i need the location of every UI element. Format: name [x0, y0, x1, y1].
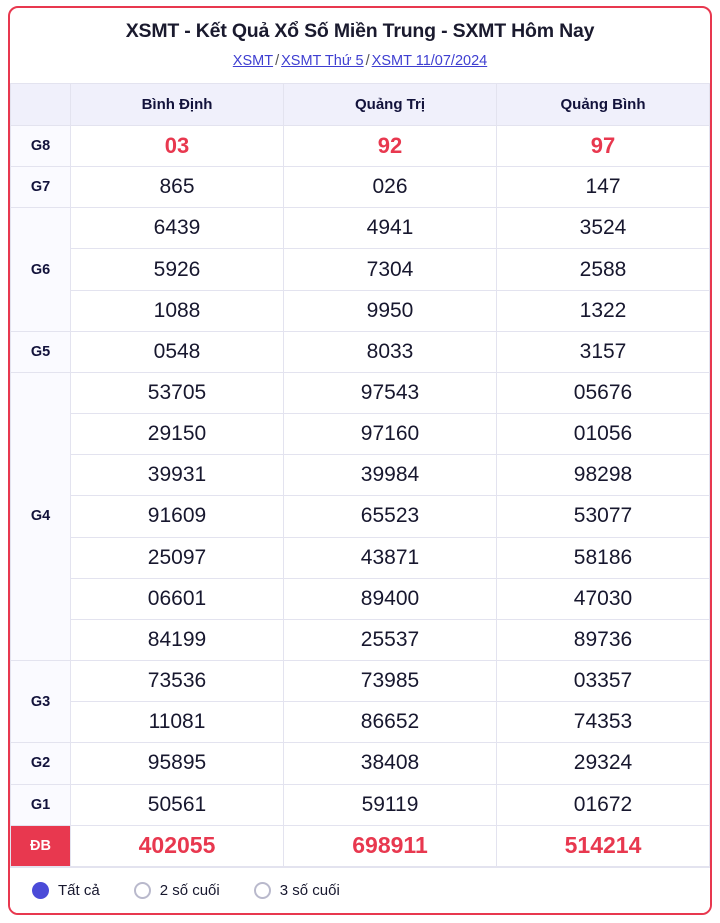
table-row [11, 702, 710, 743]
result-number: 39931 [71, 455, 284, 496]
breadcrumb-link-weekday[interactable]: XSMT Thứ 5 [281, 53, 364, 69]
result-number: 25097 [71, 537, 284, 578]
column-header-province-3: Quảng Bình [497, 84, 710, 126]
radio-icon[interactable] [134, 882, 151, 899]
result-number: 1322 [497, 290, 710, 331]
table-row [11, 455, 710, 496]
result-number: 74353 [497, 702, 710, 743]
radio-icon[interactable] [32, 882, 49, 899]
table-row [11, 743, 710, 784]
result-number: 50561 [71, 784, 284, 825]
result-number: 73985 [284, 661, 497, 702]
table-row [11, 825, 710, 866]
breadcrumb-separator-1: / [275, 53, 280, 69]
prize-label-g6: G6 [11, 208, 71, 331]
prize-label-g5: G5 [11, 331, 71, 372]
prize-label-đb: ĐB [11, 825, 71, 866]
table-row [11, 661, 710, 702]
result-number: 29324 [497, 743, 710, 784]
table-head [11, 84, 710, 126]
result-number: 91609 [71, 496, 284, 537]
result-number: 5926 [71, 249, 284, 290]
column-header-prize [11, 84, 71, 126]
breadcrumb-link-date[interactable]: XSMT 11/07/2024 [371, 53, 488, 69]
result-number: 89736 [497, 619, 710, 660]
result-number: 58186 [497, 537, 710, 578]
column-header-province-1: Bình Định [71, 84, 284, 126]
filter-option-label: 2 số cuối [159, 882, 220, 899]
radio-icon[interactable] [254, 882, 271, 899]
result-number: 43871 [284, 537, 497, 578]
page-title: XSMT - Kết Quả Xổ Số Miền Trung - SXMT Hôm Nay [125, 20, 595, 42]
result-number: 3524 [497, 208, 710, 249]
result-number: 147 [497, 167, 710, 208]
filter-options [10, 867, 710, 913]
result-number: 92 [284, 126, 497, 167]
table-row [11, 619, 710, 660]
prize-label-g8: G8 [11, 126, 71, 167]
filter-option-0[interactable] [32, 882, 100, 899]
result-number: 95895 [71, 743, 284, 784]
result-number: 026 [284, 167, 497, 208]
header [10, 8, 710, 83]
table-row [11, 496, 710, 537]
result-number: 03 [71, 126, 284, 167]
result-number: 1088 [71, 290, 284, 331]
breadcrumb-separator-2: / [365, 53, 370, 69]
result-number: 4941 [284, 208, 497, 249]
result-number: 9950 [284, 290, 497, 331]
filter-option-2[interactable] [254, 882, 340, 899]
table-header-row [11, 84, 710, 126]
table-row [11, 578, 710, 619]
result-number: 06601 [71, 578, 284, 619]
table-row [11, 784, 710, 825]
table-row [11, 249, 710, 290]
result-number: 29150 [71, 414, 284, 455]
result-number: 6439 [71, 208, 284, 249]
result-number: 402055 [71, 825, 284, 866]
result-number: 3157 [497, 331, 710, 372]
result-number: 39984 [284, 455, 497, 496]
result-number: 53077 [497, 496, 710, 537]
result-number: 11081 [71, 702, 284, 743]
result-number: 98298 [497, 455, 710, 496]
result-number: 0548 [71, 331, 284, 372]
result-number: 59119 [284, 784, 497, 825]
result-number: 86652 [284, 702, 497, 743]
filter-option-label: 3 số cuối [279, 882, 340, 899]
prize-label-g3: G3 [11, 661, 71, 743]
result-number: 38408 [284, 743, 497, 784]
prize-label-g4: G4 [11, 372, 71, 660]
result-number: 01056 [497, 414, 710, 455]
table-row [11, 537, 710, 578]
table-row [11, 208, 710, 249]
result-number: 47030 [497, 578, 710, 619]
result-number: 01672 [497, 784, 710, 825]
result-number: 84199 [71, 619, 284, 660]
result-number: 97160 [284, 414, 497, 455]
table-row [11, 167, 710, 208]
prize-label-g2: G2 [11, 743, 71, 784]
filter-option-1[interactable] [134, 882, 220, 899]
result-number: 25537 [284, 619, 497, 660]
result-number: 7304 [284, 249, 497, 290]
result-number: 8033 [284, 331, 497, 372]
lottery-results-table [10, 83, 710, 867]
prize-label-g1: G1 [11, 784, 71, 825]
result-number: 73536 [71, 661, 284, 702]
prize-label-g7: G7 [11, 167, 71, 208]
result-number: 97543 [284, 372, 497, 413]
table-body [11, 126, 710, 867]
result-number: 865 [71, 167, 284, 208]
result-number: 2588 [497, 249, 710, 290]
breadcrumb-link-xsmt[interactable]: XSMT [232, 53, 274, 69]
column-header-province-2: Quảng Trị [284, 84, 497, 126]
table-row [11, 126, 710, 167]
results-card [8, 6, 712, 915]
result-number: 698911 [284, 825, 497, 866]
result-number: 89400 [284, 578, 497, 619]
filter-option-label: Tất cả [58, 882, 100, 899]
result-number: 65523 [284, 496, 497, 537]
breadcrumb [16, 53, 704, 79]
result-number: 03357 [497, 661, 710, 702]
table-row [11, 414, 710, 455]
result-number: 05676 [497, 372, 710, 413]
result-number: 53705 [71, 372, 284, 413]
table-row [11, 290, 710, 331]
table-row [11, 331, 710, 372]
table-row [11, 372, 710, 413]
result-number: 514214 [497, 825, 710, 866]
result-number: 97 [497, 126, 710, 167]
